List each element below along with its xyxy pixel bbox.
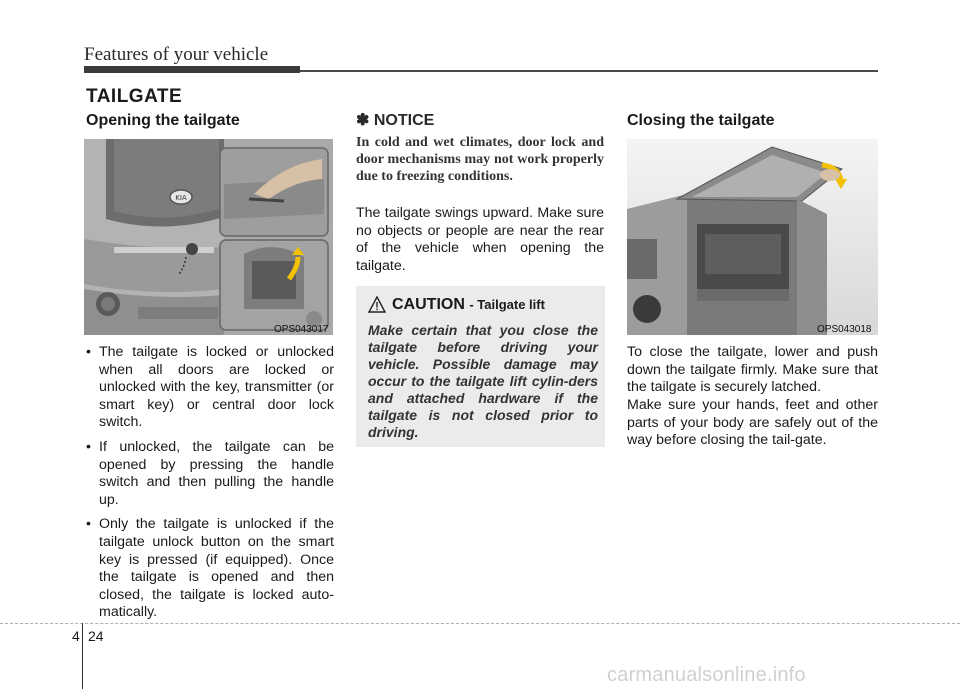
watermark[interactable]: carmanualsonline.info xyxy=(607,664,806,686)
tailgate-open-illustration xyxy=(84,139,333,335)
opening-bullets xyxy=(86,344,334,629)
opening-figure xyxy=(84,139,333,335)
list-item: • Only the tailgate is unlocked if the tailgate unlock button on the smart key is pressed (if equipped). Once the tailgate is opened and then closed, the tailgate is locked auto-matically. xyxy=(86,516,334,621)
caution-subtitle: - Tailgate lift xyxy=(469,297,545,312)
closing-figure xyxy=(627,139,878,335)
notice-text: In cold and wet climates, door lock and door mechanisms may not work properly due to freezing conditions. xyxy=(356,135,604,184)
opening-heading: Opening the tailgate xyxy=(86,112,240,129)
svg-text:KIA: KIA xyxy=(175,194,187,202)
bullet-dot-icon: • xyxy=(86,438,91,455)
notice-title: ✽ NOTICE xyxy=(356,112,435,129)
footer-rule xyxy=(0,623,960,624)
swing-paragraph: The tailgate swings upward. Make sure no objects or people are near the rear of the vehicle when opening the tailgate. xyxy=(356,205,604,274)
closing-heading: Closing the tailgate xyxy=(627,112,775,129)
caution-text: Make certain that you close the tailgate before driving your vehicle. Possible damage may occur to the tailgate lift cylin-ders and attached hardware if the tailgate is not closed prior to driving. xyxy=(368,322,598,440)
list-item: • The tailgate is locked or unlocked when all doors are locked or unlocked with the key, transmitter (or smart key) or central door lock switch. xyxy=(86,344,334,431)
closing-paragraph-2: Make sure your hands, feet and other parts of your body are safely out of the way before closing the tail-gate. xyxy=(627,397,878,449)
caution-box xyxy=(356,286,605,447)
closing-paragraph-1: To close the tailgate, lower and push down the tailgate firmly. Make sure that the tailgate is securely latched. xyxy=(627,344,878,396)
caution-title xyxy=(392,296,545,314)
page-number: 24 xyxy=(88,628,104,644)
footer-divider xyxy=(82,623,83,689)
page-title: TAILGATE xyxy=(86,86,183,107)
header-bar xyxy=(84,66,300,73)
caution-label: CAUTION xyxy=(392,296,465,313)
list-item: • If unlocked, the tailgate can be opened by pressing the handle switch and then pulling the handle up. xyxy=(86,438,334,508)
section-header: Features of your vehicle xyxy=(84,44,269,65)
tailgate-close-illustration xyxy=(627,139,878,335)
bullet-dot-icon: • xyxy=(86,344,91,360)
chapter-number: 4 xyxy=(72,628,80,644)
figure-code: OPS043018 xyxy=(817,324,872,335)
bullet-dot-icon: • xyxy=(86,516,91,533)
header-rule xyxy=(300,70,878,72)
figure-code: OPS043017 xyxy=(274,324,329,335)
warning-triangle-icon xyxy=(368,296,386,313)
